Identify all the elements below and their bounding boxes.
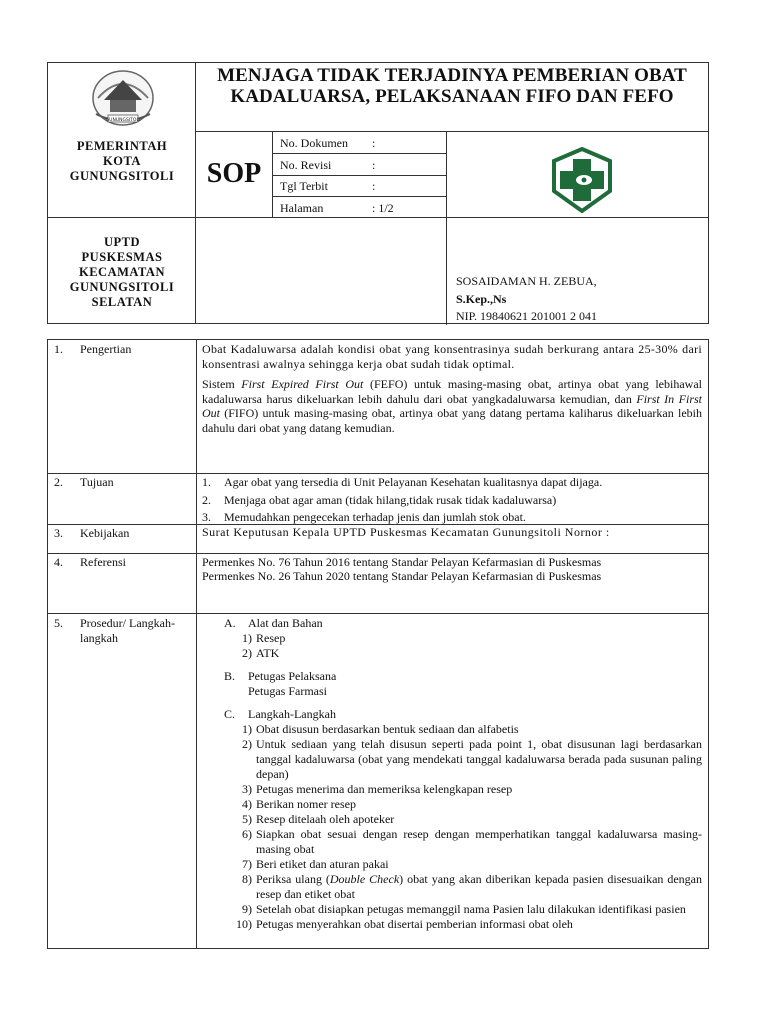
meta-doc-number: No. Dokumen : (280, 136, 376, 150)
list-item: 2) ATK (242, 646, 280, 660)
step-item: 5) Resep ditelaah oleh apoteker (242, 812, 395, 826)
reference-2: Permenkes No. 26 Tahun 2020 tentang Standar Pelayan Kefarmasian di Puskesmas (202, 569, 602, 583)
list-item: 1) Resep (242, 631, 286, 645)
header-table (47, 62, 709, 324)
step-item: 9) Setelah obat disiapkan petugas memanggil nama Pasien lalu dilakukan identifikasi pasien (242, 902, 686, 916)
step-item: 7) Beri etiket dan aturan pakai (242, 857, 389, 871)
step-item: 1) Obat disusun berdasarkan bentuk sediaan dan alfabetis (242, 722, 519, 736)
subsection-b: B. Petugas Pelaksana (224, 669, 337, 683)
city-seal-logo (88, 68, 158, 132)
meta-revision: No. Revisi : (280, 158, 376, 172)
step-item: 2) Untuk sediaan yang telah disusun seperti pada point 1, obat disusunan lagi berdasarkan tanggal kadaluwarsa (obat yang mendekati tanggal kadaluwarsa berada pada susunan paling depan) (242, 737, 702, 781)
pengertian-para-2: Sistem First Expired First Out (FEFO) untuk masing-masing obat, artinya obat yang lebihawal kadaluwarsa harus dikeluarkan lebih dahulu dari obat yangkadaluwarsa kemudian, dan First In First Out (FIFO) untuk masing-masing obat, artinya obat yang datang pertama kaliharus dikeluarkan lebih dahulu dari obat yang datang kemudian. (202, 377, 702, 435)
org-puskesmas: UPTD PUSKESMAS KECAMATAN GUNUNGSITOLI SELATAN (69, 235, 175, 309)
step-item: 4) Berikan nomer resep (242, 797, 356, 811)
puskesmas-logo (548, 147, 616, 213)
procedure-table: 1. Pengertian Obat Kadaluwarsa adalah kondisi obat yang konsentrasinya sudah berkurang antara 25-30% dari konsentrasi awalnya sehingga kerja obat sudah tidak optimal. Sistem First Expired First Out (FEFO) untuk masing-masing obat, artinya obat yang lebihawal kadaluwarsa harus dikeluarkan lebih dahulu dari obat yangkadaluwarsa kemudian, dan First In First Out (FIFO) untuk masing-masing obat, artinya obat yang datang pertama kaliharus dikeluarkan lebih dahulu dari obat yang datang kemudian. 2. Tujuan 1. Agar obat yang tersedia di Unit Pelayanan Kesehatan kualitasnya dapat dijaga. 2. Menjaga obat agar aman (tidak hilang,tidak rusak tidak kadaluwarsa) 3. Memudahkan pengecekan terhadap jenis dan jumlah stok obat. 3. Kebijakan Surat Keputusan Kepala UPTD Puskesmas Kecamatan Gunungsitoli Nornor : 4. Referensi Permenkes No. 76 Tahun 2016 tentang Standar Pelayan Kefarmasian di Puskesmas Permenkes No. 26 Tahun 2020 tentang Standar Pelayan Kefarmasian di Puskesmas 5. Prosedur/ Langkah-langkah A. Alat dan Bahan 1) Resep 2) ATK B. Petugas Pelaksana Petugas Farmasi C. Langkah-Langkah 1) Obat disusun berdasarkan bentuk sediaan dan alfabetis 2) Untuk sediaan yang telah disusun seperti pada point 1, obat disusunan lagi berdasarkan tanggal kadaluwarsa (obat yang mendekati tanggal kadaluwarsa berada pada susunan paling depan) 3) Petugas menerima dan memeriksa kelengkapan resep 4) Berikan nomer resep 5) Resep ditelaah oleh apoteker 6) Siapkan obat sesuai dengan resep dengan memperhatikan tanggal kadaluwarsa masing-masing obat 7) Beri etiket dan aturan pakai 8) Periksa ulang (Double Check) obat yang akan diberikan kepada pasien disesuaikan dengan resep dan etiket obat 9) Setelah obat disiapkan petugas memanggil nama Pasien lalu dilakukan identifikasi pasien 10) Petugas menyerahkan obat disertai pemberian informasi obat oleh (47, 339, 709, 949)
petugas-farmasi: Petugas Farmasi (248, 684, 327, 698)
meta-issue-date: Tgl Terbit : (280, 179, 376, 193)
pengertian-para-1: Obat Kadaluwarsa adalah kondisi obat yang konsentrasinya sudah berkurang antara 25-30% dari konsentrasi awalnya sehingga kerja obat sudah tidak optimal. (202, 342, 702, 371)
step-item: 6) Siapkan obat sesuai dengan resep dengan memperhatikan tanggal kadaluwarsa masing-masing obat (242, 827, 702, 856)
list-item: 3. Memudahkan pengecekan terhadap jenis dan jumlah stok obat. (202, 510, 526, 524)
subsection-c: C. Langkah-Langkah (224, 707, 336, 721)
signer-nip: NIP. 19840621 201001 2 041 (456, 309, 598, 323)
subsection-a: A. Alat dan Bahan (224, 616, 323, 630)
page-title: MENJAGA TIDAK TERJADINYA PEMBERIAN OBAT KADALUARSA, PELAKSANAAN FIFO DAN FEFO (217, 65, 687, 107)
org-government: PEMERINTAH KOTA GUNUNGSITOLI (69, 139, 175, 183)
signer-name: SOSAIDAMAN H. ZEBUA, (456, 274, 597, 288)
step-item: 10) Petugas menyerahkan obat disertai pemberian informasi obat oleh (236, 917, 573, 931)
list-item: 2. Menjaga obat agar aman (tidak hilang,tidak rusak tidak kadaluwarsa) (202, 492, 557, 507)
step-item: 8) Periksa ulang (Double Check) obat yang akan diberikan kepada pasien disesuaikan dengan resep dan etiket obat (242, 872, 702, 901)
signer-title: S.Kep.,Ns (456, 292, 507, 306)
list-item: 1. Agar obat yang tersedia di Unit Pelayanan Kesehatan kualitasnya dapat dijaga. (202, 475, 603, 489)
sop-label: SOP (206, 158, 262, 189)
step-item: 3) Petugas menerima dan memeriksa kelengkapan resep (242, 782, 513, 796)
meta-page: Halaman : 1/2 (280, 201, 394, 215)
logo-text: GUNUNGSITOLI (105, 118, 141, 123)
reference-1: Permenkes No. 76 Tahun 2016 tentang Standar Pelayan Kefarmasian di Puskesmas (202, 555, 602, 569)
